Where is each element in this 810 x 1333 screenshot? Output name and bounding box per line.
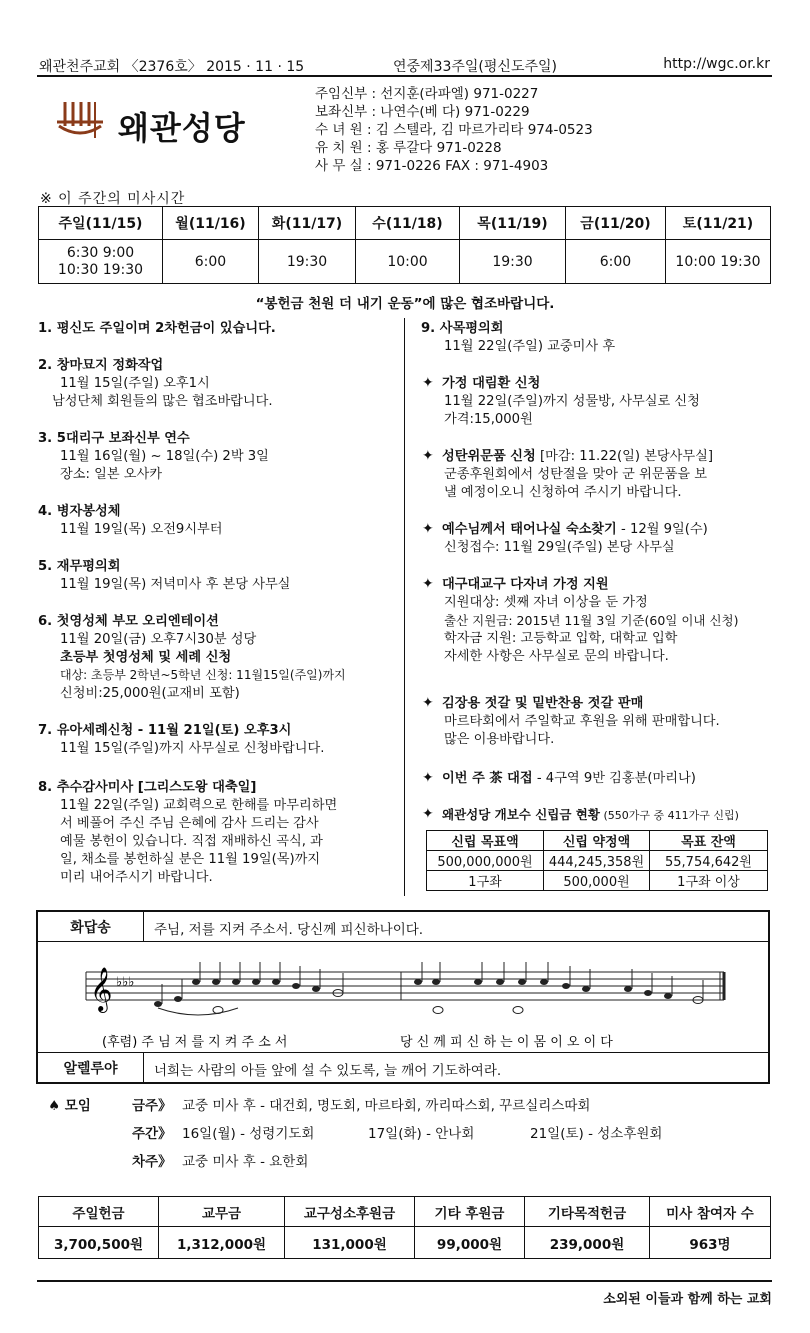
meetings-text: 17일(화) - 안나회 xyxy=(368,1126,475,1142)
column-header: 교무금 xyxy=(159,1197,285,1227)
column-divider xyxy=(404,318,405,896)
notice-text: 11월 19일(목) 오전9시부터 xyxy=(60,522,223,537)
notice-text: 많은 이용바랍니다. xyxy=(444,732,555,747)
table-cell: 500,000원 xyxy=(544,871,650,891)
notice-text: 학자금 지원: 고등학교 입학, 대학교 입학 xyxy=(444,631,678,646)
notice-text: 11월 22일(주일) 교중미사 후 xyxy=(444,339,616,354)
church-name: 왜관성당 xyxy=(118,109,246,147)
notice-title: 예수님께서 태어나실 숙소찾기 xyxy=(442,522,617,537)
table-cell: 444,245,358원 xyxy=(544,851,650,871)
day-header: 토(11/21) xyxy=(666,207,771,240)
notice-text: 장소: 일본 오사카 xyxy=(60,467,163,482)
renovation-fund-table xyxy=(426,830,768,891)
notice-title: 김장용 젓갈 및 밑반찬용 젓갈 판매 xyxy=(442,696,644,711)
day-header: 주일(11/15) xyxy=(39,207,163,240)
notice-text: 11월 22일(주일)까지 성물방, 사무실로 신청 xyxy=(444,394,700,409)
alleluia-row xyxy=(38,1052,768,1082)
mass-time: 6:00 xyxy=(163,240,259,284)
notice-text: 11월 20일(금) 오후7시30분 성당 xyxy=(60,632,257,647)
offerings-table xyxy=(38,1196,771,1259)
notice-title: 대구대교구 다자녀 가정 지원 xyxy=(442,577,609,592)
meetings-text: 교중 미사 후 - 대건회, 명도회, 마르타회, 까리따스회, 꾸르실리스따회 xyxy=(182,1098,591,1114)
column-header: 주일헌금 xyxy=(39,1197,159,1227)
page-footer xyxy=(37,1280,772,1307)
notice-text: 신청접수: 11월 29일(주일) 본당 사무실 xyxy=(444,540,675,555)
table-cell: 1구좌 xyxy=(427,871,544,891)
column-header: 기타목적헌금 xyxy=(525,1197,650,1227)
notice-title: 가정 대림환 신청 xyxy=(442,376,541,391)
notice-text: 11월 19일(목) 저녁미사 후 본당 사무실 xyxy=(60,577,291,592)
notice-text: 낼 예정이오니 신청하여 주시기 바랍니다. xyxy=(444,485,682,500)
table-cell: 99,000원 xyxy=(415,1227,525,1259)
notice-text: 예물 봉헌이 있습니다. 직접 재배하신 곡식, 과 xyxy=(60,834,323,849)
notice-text: 마르타회에서 주일학교 후원을 위해 판매합니다. xyxy=(444,714,720,729)
table-row xyxy=(427,851,768,871)
notice-title: 왜관성당 개보수 신립금 현황 xyxy=(442,807,600,822)
table-cell: 1,312,000원 xyxy=(159,1227,285,1259)
notice-date: - 12월 9일(수) xyxy=(616,522,708,537)
notice-title: 성탄위문품 신청 xyxy=(442,449,536,464)
notice-text: 미리 내어주시기 바랍니다. xyxy=(60,870,213,885)
day-header: 월(11/16) xyxy=(163,207,259,240)
table-row xyxy=(427,871,768,891)
staff-line: 유 치 원 : 홍 루갈다 971-0228 xyxy=(315,140,502,156)
table-row xyxy=(39,1227,771,1259)
church-logo-icon xyxy=(55,100,105,140)
column-header: 신립 약정액 xyxy=(544,831,650,851)
table-cell: 963명 xyxy=(650,1227,771,1259)
mass-time: 10:00 19:30 xyxy=(666,240,771,284)
notice-text: 가격:15,000원 xyxy=(444,412,533,427)
website-link[interactable]: http://wgc.or.kr xyxy=(663,56,770,72)
mass-time: 19:30 xyxy=(460,240,566,284)
bullet-icon: ✦ xyxy=(422,375,434,391)
table-cell: 1구좌 이상 xyxy=(650,871,768,891)
column-header: 미사 참여자 수 xyxy=(650,1197,771,1227)
bullet-icon: ✦ xyxy=(422,448,434,464)
notice-title: 9. 사목평의회 xyxy=(421,321,504,336)
staff-contacts xyxy=(315,85,593,175)
notice-tag: [마감: 11.22(일) 본당사무실] xyxy=(535,449,714,464)
notice-text: 자세한 사항은 사무실로 문의 바랍니다. xyxy=(444,649,669,664)
day-header: 화(11/17) xyxy=(259,207,356,240)
staff-line: 주임신부 : 선지훈(라파엘) 971-0227 xyxy=(315,86,539,102)
meetings-title: ♠ 모임 xyxy=(48,1098,91,1114)
notice-title: 이번 주 茶 대접 xyxy=(442,771,533,786)
staff-line: 수 녀 원 : 김 스텔라, 김 마르가리타 974-0523 xyxy=(315,122,593,138)
notice-text: 군종후원회에서 성탄절을 맞아 군 위문품을 보 xyxy=(444,467,708,482)
notice-title: 5. 재무평의회 xyxy=(38,559,121,574)
notice-text: 일, 채소를 봉헌하실 분은 11월 19일(목)까지 xyxy=(60,852,321,867)
meetings-label: 차주》 xyxy=(132,1154,172,1170)
notice-text: 11월 15일(주일) 오후1시 xyxy=(60,376,210,391)
page-header xyxy=(37,55,772,77)
table-cell: 500,000,000원 xyxy=(427,851,544,871)
liturgical-day: 연중제33주일(평신도주일) xyxy=(393,59,557,75)
notice-text: 출산 지원금: 2015년 11월 3일 기준(60일 이내 신청) xyxy=(444,613,739,628)
column-header: 기타 후원금 xyxy=(415,1197,525,1227)
psalm-label: 화답송 xyxy=(38,912,144,941)
meetings-label: 주간》 xyxy=(132,1126,172,1142)
notice-title: 4. 병자봉성체 xyxy=(38,504,121,519)
table-cell: 3,700,500원 xyxy=(39,1227,159,1259)
bullet-icon: ✦ xyxy=(422,521,434,537)
meetings-text: 교중 미사 후 - 요한회 xyxy=(182,1154,309,1170)
notice-subtitle: 초등부 첫영성체 및 세례 신청 xyxy=(60,650,232,665)
sunday-times: 6:30 9:00 10:30 19:30 xyxy=(39,240,163,284)
column-header: 신립 목표액 xyxy=(427,831,544,851)
table-cell: 239,000원 xyxy=(525,1227,650,1259)
table-header-row xyxy=(427,831,768,851)
psalm-text: 주님, 저를 지켜 주소서. 당신께 피신하나이다. xyxy=(154,922,424,938)
notice-title: 7. 유아세례신청 - 11월 21일(토) 오후3시 xyxy=(38,723,292,738)
svg-text:♭♭♭: ♭♭♭ xyxy=(116,975,135,990)
notice-title: 6. 첫영성체 부모 오리엔테이션 xyxy=(38,614,219,629)
bullet-icon: ✦ xyxy=(422,806,434,822)
notice-text: 대상: 초등부 2학년~5학년 신청: 11월15일(주일)까지 xyxy=(60,668,346,682)
notice-text: 지원대상: 셋째 자녀 이상을 둔 가정 xyxy=(444,595,648,610)
meetings-label: 금주》 xyxy=(132,1098,172,1114)
notice-text: 11월 16일(월) ~ 18일(수) 2박 3일 xyxy=(60,449,269,464)
mass-schedule-title: ※ 이 주간의 미사시간 xyxy=(40,191,186,207)
mass-time: 6:00 xyxy=(566,240,666,284)
footer-motto: 소외된 이들과 함께 하는 교회 xyxy=(603,1292,772,1307)
responsorial-chant-box xyxy=(36,910,770,1084)
meetings-text: 16일(월) - 성령기도회 xyxy=(182,1126,315,1142)
bullet-icon: ✦ xyxy=(422,576,434,592)
bullet-icon: ✦ xyxy=(422,695,434,711)
table-header-row xyxy=(39,207,771,240)
notice-text: 신청비:25,000원(교재비 포함) xyxy=(60,686,240,701)
svg-text:𝄞: 𝄞 xyxy=(90,967,113,1011)
notice-text: 서 베풀어 주신 주님 은혜에 감사 드리는 감사 xyxy=(60,816,319,831)
alleluia-text: 너희는 사람의 아들 앞에 설 수 있도록, 늘 깨어 기도하여라. xyxy=(154,1063,502,1079)
meetings-text: 21일(토) - 성소후원회 xyxy=(530,1126,663,1142)
table-cell: 55,754,642원 xyxy=(650,851,768,871)
table-header-row xyxy=(39,1197,771,1227)
music-score-icon xyxy=(38,942,768,1054)
offering-appeal: “봉헌금 천원 더 내기 운동”에 많은 협조바랍니다. xyxy=(255,296,555,312)
notice-text: 11월 22일(주일) 교회력으로 한해를 마무리하면 xyxy=(60,798,338,813)
mass-schedule-table xyxy=(38,206,771,284)
psalm-row xyxy=(38,912,768,942)
lyrics-line: (후렴) 주 님 저 를 지 켜 주 소 서 xyxy=(102,1035,288,1050)
notice-text: 남성단체 회원들의 많은 협조바랍니다. xyxy=(52,394,273,409)
day-header: 수(11/18) xyxy=(356,207,460,240)
issue-info: 왜관천주교회 〈2376호〉 2015 · 11 · 15 xyxy=(39,59,305,75)
mass-time: 19:30 xyxy=(259,240,356,284)
announcements-left xyxy=(38,320,398,890)
column-header: 목표 잔액 xyxy=(650,831,768,851)
notice-text: 11월 15일(주일)까지 사무실로 신청바랍니다. xyxy=(60,741,325,756)
notice-title: 3. 5대리구 보좌신부 연수 xyxy=(38,431,190,446)
staff-line: 보좌신부 : 나연수(베 다) 971-0229 xyxy=(315,104,530,120)
day-header: 목(11/19) xyxy=(460,207,566,240)
notice-title: 2. 창마묘지 정화작업 xyxy=(38,358,164,373)
table-cell: 131,000원 xyxy=(285,1227,415,1259)
column-header: 교구성소후원금 xyxy=(285,1197,415,1227)
day-header: 금(11/20) xyxy=(566,207,666,240)
alleluia-label: 알렐루야 xyxy=(38,1053,144,1082)
notice-text: - 4구역 9반 김홍분(마리나) xyxy=(532,771,696,786)
notice-title: 1. 평신도 주일이며 2차헌금이 있습니다. xyxy=(38,321,276,336)
announcements-right xyxy=(422,320,782,890)
lyrics-line: 당 신 께 피 신 하 는 이 몸 이 오 이 다 xyxy=(400,1035,613,1050)
bullet-icon: ✦ xyxy=(422,770,434,786)
notice-title: 8. 추수감사미사 [그리스도왕 대축일] xyxy=(38,780,257,795)
staff-line: 사 무 실 : 971-0226 FAX : 971-4903 xyxy=(315,158,549,174)
notice-text: (550가구 중 411가구 신립) xyxy=(599,809,739,822)
table-row xyxy=(39,240,771,284)
mass-time: 10:00 xyxy=(356,240,460,284)
